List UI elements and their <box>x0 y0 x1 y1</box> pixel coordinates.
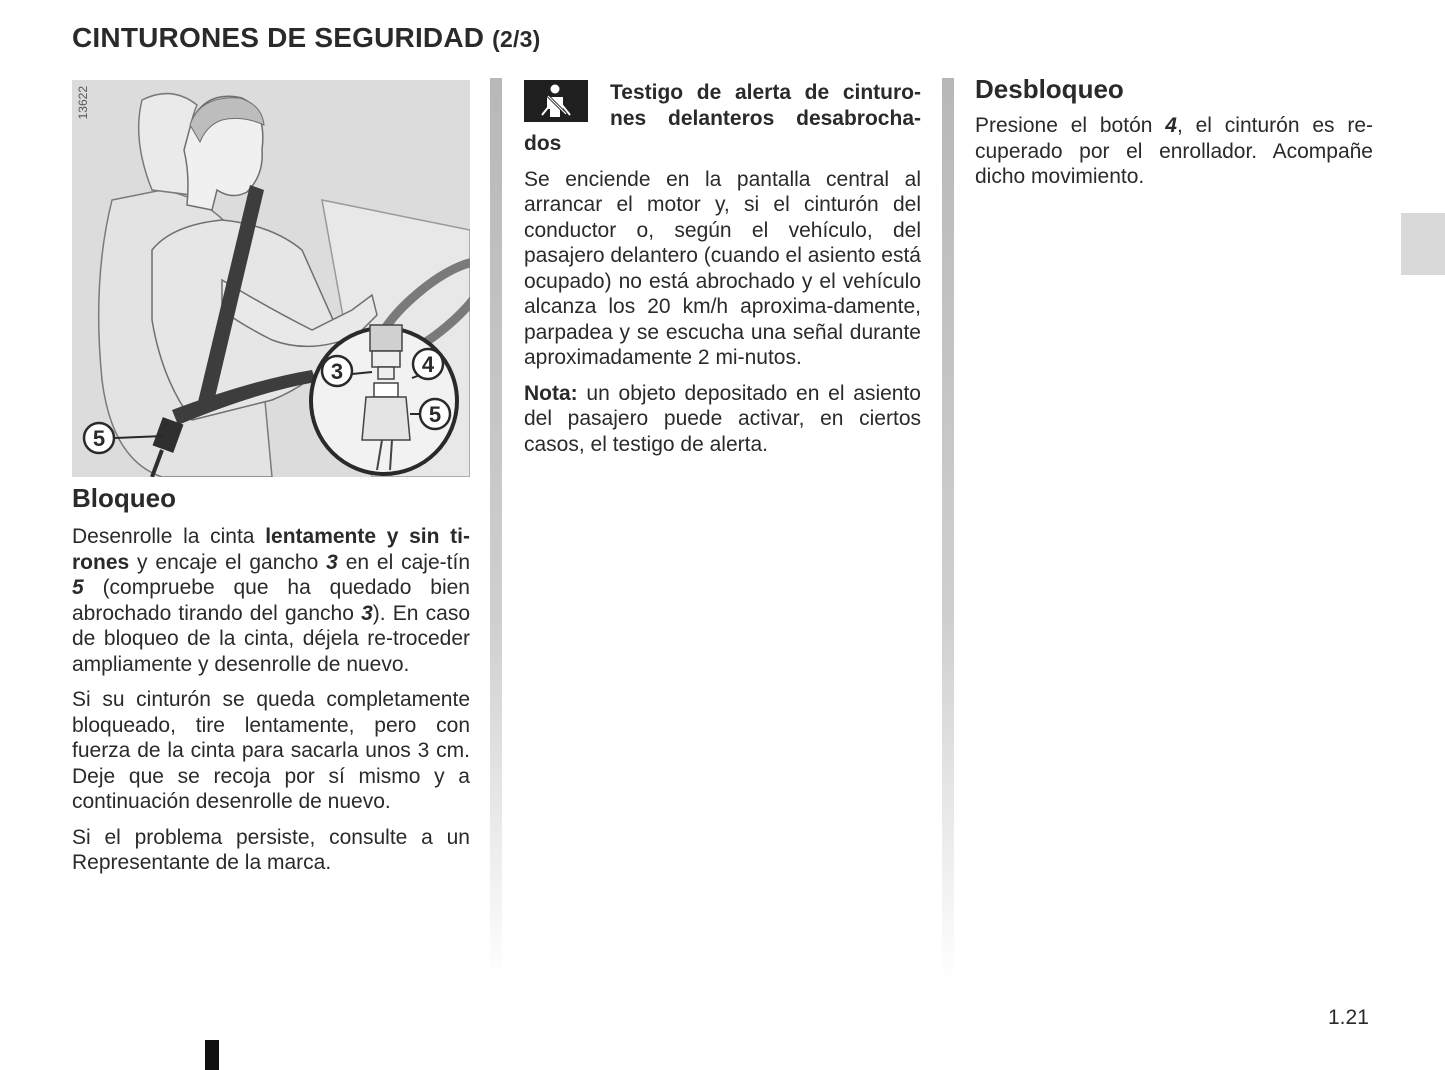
page-number: 1.21 <box>1328 1006 1369 1029</box>
page-title-text: CINTURONES DE SEGURIDAD <box>72 22 485 53</box>
callout-3 <box>322 356 352 386</box>
column-separator <box>490 78 502 983</box>
column-middle <box>524 80 921 467</box>
page-title-part: (2/3) <box>492 26 541 52</box>
page-title <box>72 22 540 54</box>
callout-5-detail <box>420 399 450 429</box>
svg-text:4: 4 <box>421 352 435 377</box>
column-right <box>975 74 1373 200</box>
section-tab <box>1401 213 1445 275</box>
bloqueo-heading: Bloqueo <box>72 483 176 513</box>
desbloqueo-heading: Desbloqueo <box>975 74 1124 104</box>
seatbelt-illustration <box>72 80 470 477</box>
bloqueo-paragraph-1: Desenrolle la cinta lentamente y sin ti-rones y encaje el gancho 3 en el caje-tín 5 (compruebe que ha quedado bien abrochado tirando del gancho 3). En caso de bloqueo de la cinta, déjela re-troceder ampliamente y desenrolle de nuevo. <box>72 525 471 676</box>
callout-5-main <box>84 423 114 453</box>
seatbelt-warning-icon <box>524 80 588 122</box>
desbloqueo-paragraph: Presione el botón 4, el cinturón es re-cuperado por el enrollador. Acompañe dicho movimiento. <box>975 114 1373 188</box>
figure-code: 13622 <box>76 86 90 120</box>
bloqueo-paragraph-2: Si su cinturón se queda completamente bloqueado, tire lentamente, pero con fuerza de la cinta para sacarla unos 3 cm. Deje que se recoja por sí mismo y a continuación desenrolle de nuevo. <box>72 688 470 813</box>
column-separator <box>942 78 954 983</box>
column-left <box>72 80 470 886</box>
driver-seatbelt-drawing <box>72 80 470 477</box>
svg-text:5: 5 <box>428 402 442 427</box>
svg-text:3: 3 <box>330 359 344 384</box>
callout-4 <box>413 349 443 379</box>
bloqueo-paragraph-3: Si el problema persiste, consulte a un Representante de la marca. <box>72 825 470 874</box>
warning-note: Nota: un objeto depositado en el asiento del pasajero puede activar, en ciertos casos, el testigo de alerta. <box>524 381 921 456</box>
warning-title: Testigo de alerta de cinturo-nes delanteros desabrocha-dos <box>524 81 921 155</box>
page-edge-mark <box>205 1040 219 1070</box>
svg-text:5: 5 <box>92 426 106 451</box>
warning-paragraph-1: Se enciende en la pantalla central al arrancar el motor y, si el cinturón del conductor o, según el vehículo, del pasajero delantero (cuando el asiento está ocupado) no está abrochado y el vehículo alcanza los 20 km/h aproxima-damente, parpadea y se escucha una señal durante aproximadamente 2 mi-nutos. <box>524 167 921 369</box>
warning-header <box>524 80 921 157</box>
